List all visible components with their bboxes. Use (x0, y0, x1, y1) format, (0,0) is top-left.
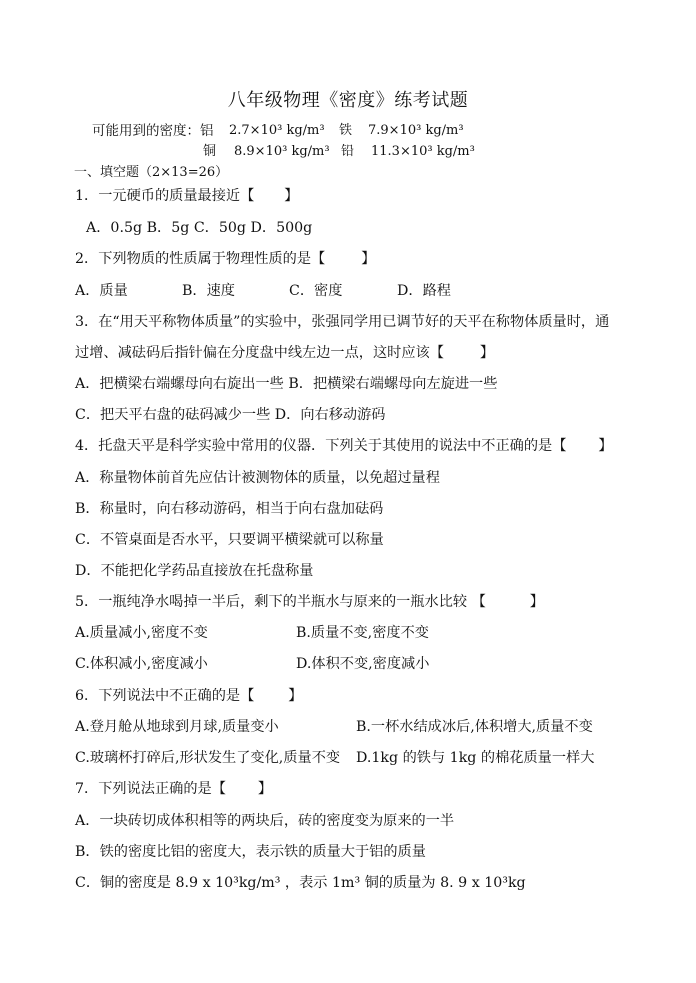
option-b: B.质量不变,密度不变 (296, 625, 429, 641)
question-7-option-b: B．铁的密度比铝的密度大，表示铁的质量大于铝的质量 (75, 844, 426, 860)
option-a: A．质量 (75, 283, 128, 299)
option-b: B．速度 (182, 283, 235, 299)
page-title: 八年级物理《密度》练考试题 (227, 90, 469, 111)
density-fe-label: 铁 (339, 123, 353, 138)
question-5-options-cd (75, 655, 635, 673)
density-fe: 7.9×10³ kg/m³ (368, 123, 464, 138)
question-4-stem (75, 437, 613, 455)
answer-bracket-close: 】 (598, 438, 613, 454)
question-6-options-ab (75, 718, 635, 736)
question-6-stem (75, 687, 302, 705)
question-7-option-a: A．一块砖切成体积相等的两块后，砖的密度变为原来的一半 (75, 813, 455, 829)
density-line-1 (92, 122, 214, 141)
density-cu: 8.9×10³ kg/m³ (234, 144, 330, 159)
option-a: A.质量减小,密度不变 (75, 625, 208, 641)
density-al: 2.7×10³ kg/m³ (229, 123, 325, 138)
answer-bracket-close: 】 (284, 188, 299, 204)
question-2-stem (75, 250, 375, 268)
question-text: 7．下列说法正确的是【 (75, 781, 226, 797)
question-5-stem (75, 593, 544, 611)
option-d: D．路程 (397, 283, 451, 299)
question-4-option-d: D．不能把化学药品直接放在托盘称量 (75, 563, 314, 579)
question-3-options-cd: C．把天平右盘的砝码减少一些 D．向右移动游码 (75, 407, 386, 423)
question-7-stem (75, 780, 272, 798)
density-pb: 11.3×10³ kg/m³ (371, 144, 475, 159)
question-4-option-a: A．称量物体前首先应估计被测物体的质量，以免超过量程 (75, 470, 440, 486)
question-text: 4．托盘天平是科学实验中常用的仪器．下列关于其使用的说法中不正确的是【 (75, 438, 567, 454)
option-c: C.玻璃杯打碎后,形状发生了变化,质量不变 (75, 750, 341, 766)
answer-bracket-close: 】 (361, 251, 376, 267)
option-b: B.一杯水结成冰后,体积增大,质量不变 (356, 719, 593, 735)
answer-bracket-close: 】 (479, 345, 495, 361)
answer-bracket-close: 】 (288, 688, 303, 704)
option-d: D.体积不变,密度减小 (296, 656, 430, 672)
question-3-options-ab: A．把横梁右端螺母向右旋出一些 B．把横梁右端螺母向左旋进一些 (75, 376, 498, 392)
question-5-options-ab (75, 624, 635, 642)
question-3-stem-2 (75, 344, 494, 362)
option-a: A.登月舱从地球到月球,质量变小 (75, 719, 279, 735)
density-pb-label: 铅 (341, 144, 355, 159)
option-d: D.1kg 的铁与 1kg 的棉花质量一样大 (356, 750, 595, 766)
question-2-options (75, 282, 635, 300)
question-text: 6．下列说法中不正确的是【 (75, 688, 255, 704)
question-7-option-c: C．铜的密度是 8.9 x 10³kg/m³ ，表示 1m³ 铜的质量为 8. 9 x 10³kg (75, 875, 526, 891)
question-6-options-cd (75, 749, 635, 767)
section-heading: 一、填空题（2×13=26） (74, 165, 229, 180)
density-label: 可能用到的密度：铝 (92, 123, 214, 139)
question-text: 过增、减砝码后指针偏在分度盘中线左边一点，这时应该【 (75, 345, 444, 361)
question-text: 2．下列物质的性质属于物理性质的是【 (75, 251, 326, 267)
option-c: C．密度 (289, 283, 343, 299)
question-text: 1．一元硬币的质量最接近【 (75, 188, 255, 204)
answer-bracket-close: 】 (529, 594, 544, 610)
question-1-stem (75, 187, 298, 205)
option-c: C.体积减小,密度减小 (75, 656, 208, 672)
question-text: 5．一瓶纯净水喝掉一半后，剩下的半瓶水与原来的一瓶水比较 【 (75, 594, 486, 610)
question-4-option-c: C．不管桌面是否水平，只要调平横梁就可以称量 (75, 532, 384, 548)
question-3-stem-1: 3．在“用天平称物体质量”的实验中，张强同学用已调节好的天平在称物体质量时，通 (75, 314, 610, 330)
question-4-option-b: B．称量时，向右移动游码，相当于向右盘加砝码 (75, 501, 384, 517)
answer-bracket-close: 】 (257, 781, 273, 797)
question-1-options: A．0.5g B．5g C．50g D．500g (86, 220, 313, 236)
density-cu-label: 铜 (203, 144, 217, 159)
